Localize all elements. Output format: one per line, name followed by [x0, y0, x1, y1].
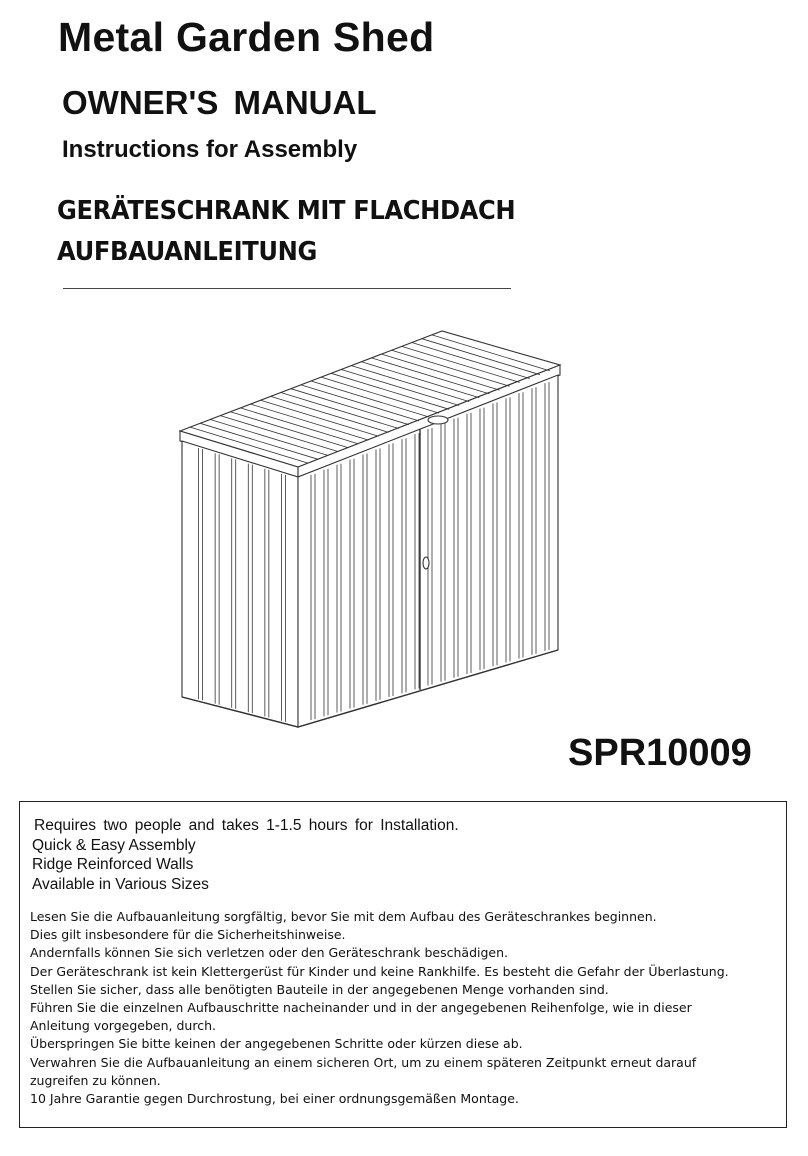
shed-side-wall	[182, 441, 298, 727]
feature-list	[32, 816, 459, 894]
feature-item: Ridge Reinforced Walls	[32, 856, 194, 873]
title-divider	[63, 288, 511, 289]
assembly-subtitle: Instructions for Assembly	[62, 136, 358, 163]
feature-item: Available in Various Sizes	[32, 875, 209, 893]
roof-vent	[428, 416, 448, 424]
note-line: Der Geräteschrank ist kein Klettergerüst für Kinder und keine Rankhilfe. Es besteht die Gefahr der Überlastung.	[30, 963, 729, 979]
note-line: Verwahren Sie die Aufbauanleitung an einem sicheren Ort, um zu einem späteren Zeitpunkt erneut darauf	[30, 1054, 697, 1070]
note-line: Stellen Sie sicher, dass alle benötigten Bauteile in der angegebenen Menge vorhanden sind.	[30, 981, 609, 997]
model-number: SPR10009	[568, 732, 752, 774]
german-title-line-2: AUFBAUANLEITUNG	[57, 237, 317, 267]
feature-item: Quick & Easy Assembly	[32, 836, 196, 854]
info-box	[19, 801, 787, 1128]
safety-notes	[30, 908, 775, 1108]
note-line: Andernfalls können Sie sich verletzen oder den Geräteschrank beschädigen.	[30, 945, 509, 961]
feature-item: Requires two people and takes 1-1.5 hours for Installation.	[34, 817, 459, 834]
note-line: Anleitung vorgegeben, durch.	[30, 1018, 216, 1034]
note-line: Lesen Sie die Aufbauanleitung sorgfältig, bevor Sie mit dem Aufbau des Geräteschrankes beginnen.	[30, 909, 657, 924]
manual-title: Metal Garden Shed	[58, 14, 435, 60]
door-handle	[423, 557, 429, 569]
note-line: 10 Jahre Garantie gegen Durchrostung, bei einer ordnungsgemäßen Montage.	[30, 1091, 519, 1107]
note-line: Dies gilt insbesondere für die Sicherheitshinweise.	[30, 927, 346, 943]
note-line: Führen Sie die einzelnen Aufbauschritte nacheinander und in der angegebenen Reihenfolge, wie in dieser	[30, 1000, 692, 1016]
german-title-line-1: GERÄTESCHRANK MIT FLACHDACH	[57, 196, 516, 226]
note-line: zugreifen zu können.	[30, 1072, 161, 1088]
manual-subtitle: OWNER'S MANUAL	[62, 84, 377, 121]
note-line: Überspringen Sie bitte keinen der angegebenen Schritte oder kürzen diese ab.	[30, 1036, 523, 1052]
shed-illustration	[170, 325, 570, 735]
